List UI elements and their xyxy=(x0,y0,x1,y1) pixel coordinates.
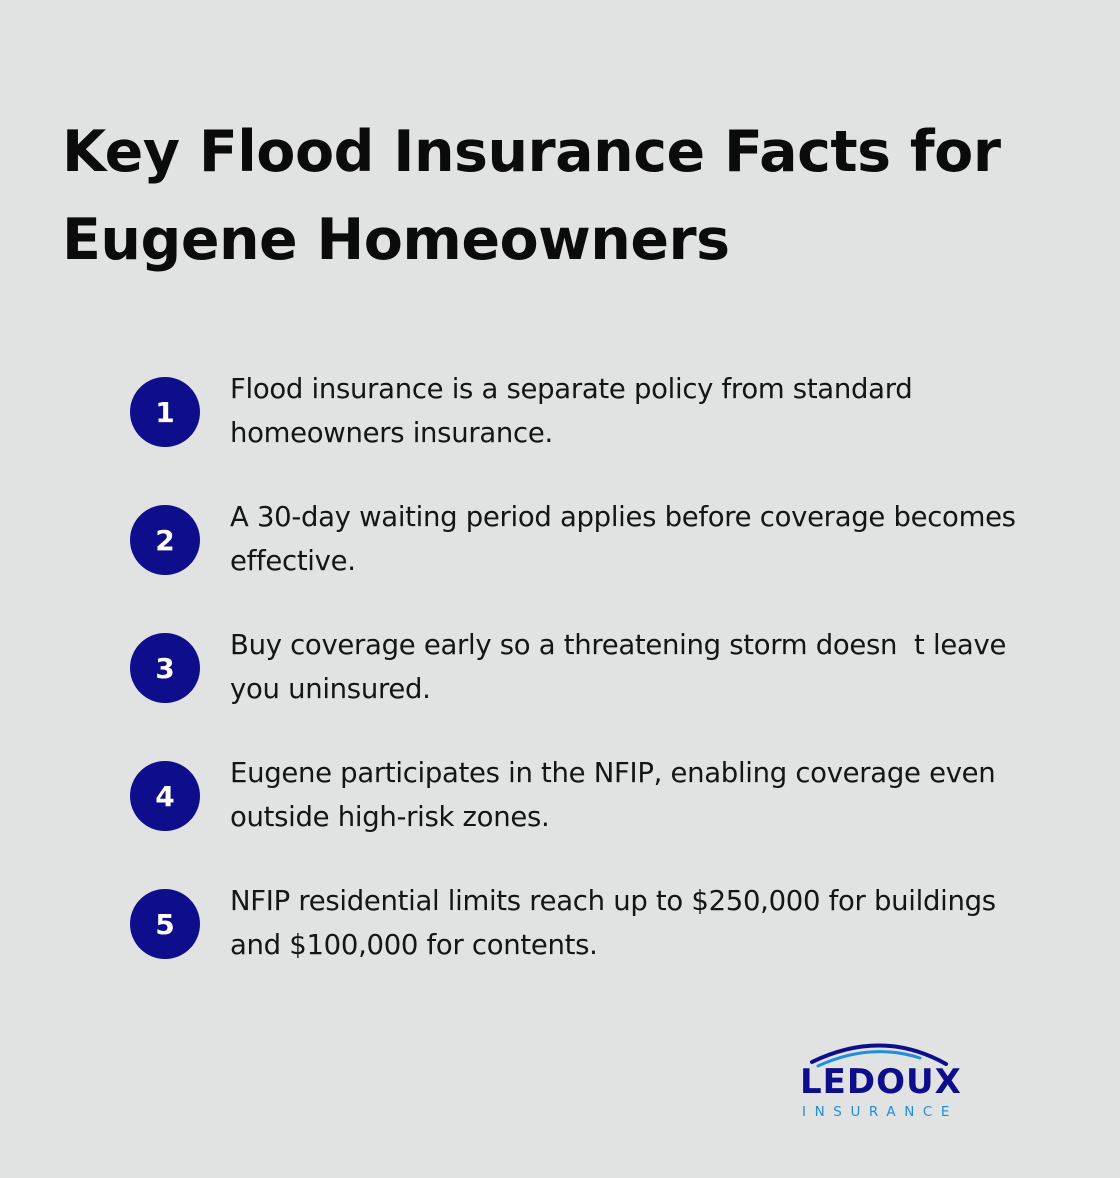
fact-item-4 xyxy=(130,756,1030,884)
fact-text: NFIP residential limits reach up to $250,000 for buildings and $100,000 for contents. xyxy=(230,885,996,961)
page-title xyxy=(62,108,1062,284)
fact-item-1 xyxy=(130,372,1030,500)
fact-item-5 xyxy=(130,884,1030,1012)
fact-text: Buy coverage early so a threatening storm doesn t leave you uninsured. xyxy=(230,629,1007,705)
title-line-2: Eugene Homeowners xyxy=(62,207,730,273)
fact-item-3 xyxy=(130,628,1030,756)
company-logo xyxy=(796,1034,976,1124)
fact-text: Flood insurance is a separate policy from standard homeowners insurance. xyxy=(230,373,913,449)
number-badge: 4 xyxy=(130,761,200,831)
fact-text: A 30-day waiting period applies before coverage becomes effective. xyxy=(230,501,1016,577)
facts-list xyxy=(130,372,1030,1012)
number-badge: 5 xyxy=(130,889,200,959)
number-badge: 1 xyxy=(130,377,200,447)
logo-wordmark: LEDOUX xyxy=(800,1062,962,1102)
number-badge: 3 xyxy=(130,633,200,703)
title-line-1: Key Flood Insurance Facts for xyxy=(62,119,1001,185)
logo-subtitle: INSURANCE xyxy=(802,1104,959,1120)
fact-item-2 xyxy=(130,500,1030,628)
fact-text: Eugene participates in the NFIP, enabling coverage even outside high-risk zones. xyxy=(230,757,996,833)
number-badge: 2 xyxy=(130,505,200,575)
